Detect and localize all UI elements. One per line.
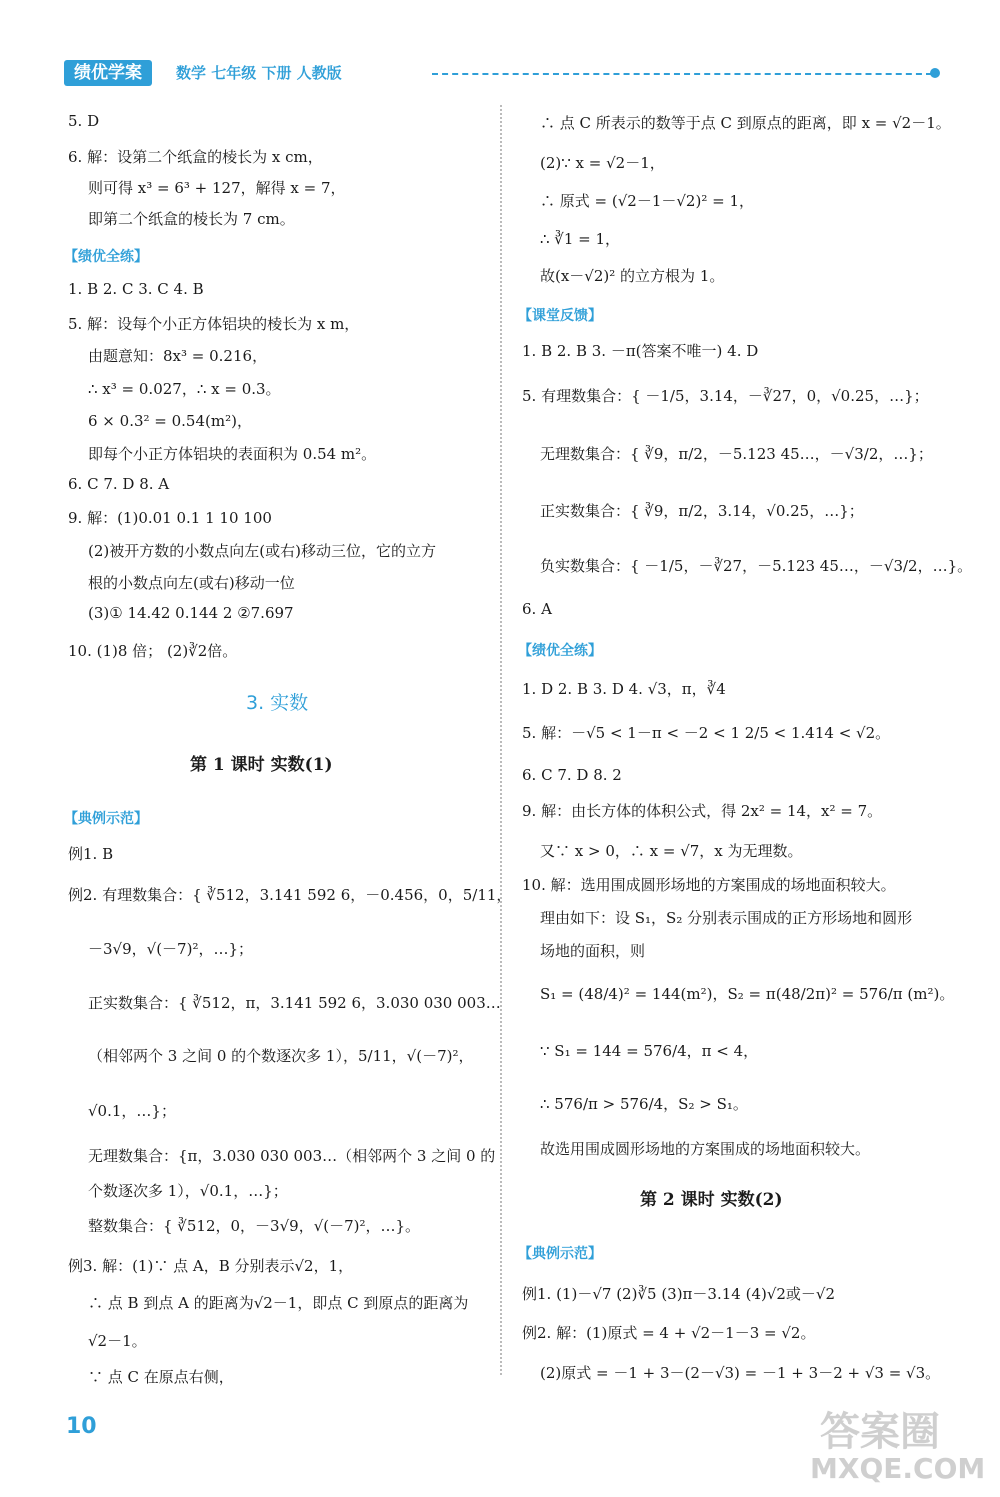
answer-line: 9. 解：(1)0.01 0.1 1 10 100 <box>68 509 272 527</box>
answer-line: 5. 解：设每个小正方体铝块的棱长为 x m， <box>68 315 360 333</box>
lesson-title: 第 1 课时 实数(1) <box>190 755 333 775</box>
answer-line: 场地的面积，则 <box>540 942 646 960</box>
lesson-title: 第 2 课时 实数(2) <box>640 1190 783 1210</box>
answer-line: 6. 解：设第二个纸盒的棱长为 x cm， <box>68 148 323 166</box>
header-dot <box>930 68 940 78</box>
header-dashed-rule <box>432 73 932 75</box>
answer-line: √2－1。 <box>88 1332 147 1350</box>
answer-line: 1. B 2. C 3. C 4. B <box>68 280 204 298</box>
answer-line: 根的小数点向左(或右)移动一位 <box>88 574 295 592</box>
answer-line: 1. B 2. B 3. －π(答案不唯一) 4. D <box>522 342 759 360</box>
answer-line: ∴ 原式 = (√2－1－√2)² = 1， <box>540 192 754 210</box>
answer-line: 即每个小正方体铝块的表面积为 0.54 m²。 <box>88 445 377 463</box>
answer-line: 则可得 x³ = 6³ + 127，解得 x = 7， <box>88 179 346 197</box>
answer-line: 故(x－√2)² 的立方根为 1。 <box>540 267 725 285</box>
section-tag-examples: 【典例示范】 <box>518 1246 602 1262</box>
section-title: 3. 实数 <box>246 692 309 714</box>
answer-line: 无理数集合：{π，3.030 030 003…（相邻两个 3 之间 0 的 <box>88 1147 496 1165</box>
answer-line: 5. 有理数集合：{ －1/5，3.14，－∛27，0，√0.25，…}； <box>522 387 929 405</box>
section-tag-examples: 【典例示范】 <box>64 811 148 827</box>
section-tag-practice: 【绩优全练】 <box>64 249 148 265</box>
answer-line: 例2. 解：(1)原式 = 4 + √2－1－3 = √2。 <box>522 1324 816 1342</box>
book-subtitle: 数学 七年级 下册 人教版 <box>176 64 342 82</box>
answer-line: ∵ S₁ = 144 = 576/4，π < 4， <box>540 1042 759 1060</box>
page-number: 10 <box>66 1414 97 1439</box>
answer-line: 6. A <box>522 600 552 618</box>
answer-line: (3)① 14.42 0.144 2 ②7.697 <box>88 604 294 622</box>
answer-line: －3√9，√(－7)²，…}； <box>88 940 254 958</box>
answer-line: 5. D <box>68 112 100 130</box>
answer-line: 例1. (1)－√7 (2)∛5 (3)π－3.14 (4)√2或－√2 <box>522 1285 836 1303</box>
answer-line: 负实数集合：{ －1/5，－∛27，－5.123 45…，－√3/2，…}。 <box>540 557 973 575</box>
brand-label: 绩优学案 <box>64 60 152 86</box>
answer-line: ∵ 点 C 在原点右侧， <box>88 1368 234 1386</box>
answer-line: 正实数集合：{ ∛9，π/2，3.14，√0.25，…}； <box>540 502 864 520</box>
answer-line: ∴ ∛1 = 1， <box>540 230 621 248</box>
watermark-text: 答案圈 <box>820 1409 940 1455</box>
answer-line: 5. 解：－√5 < 1－π < －2 < 1 2/5 < 1.414 < √2。 <box>522 724 891 742</box>
answer-line: 个数逐次多 1），√0.1，…}； <box>88 1182 288 1200</box>
answer-line: 理由如下：设 S₁，S₂ 分别表示围成的正方形场地和圆形 <box>540 909 913 927</box>
answer-line: 即第二个纸盒的棱长为 7 cm。 <box>88 210 295 228</box>
answer-line: (2)被开方数的小数点向左(或右)移动三位，它的立方 <box>88 542 436 560</box>
answer-line: ∴ x³ = 0.027，∴ x = 0.3。 <box>88 380 281 398</box>
watermark-site: MXQE.COM <box>810 1452 986 1485</box>
answer-line: √0.1，…}； <box>88 1102 176 1120</box>
answer-line: 例2. 有理数集合：{ ∛512，3.141 592 6，－0.456，0，5/11， <box>68 886 512 904</box>
answer-line: 9. 解：由长方体的体积公式，得 2x² = 14，x² = 7。 <box>522 802 883 820</box>
answer-line: ∴ 点 C 所表示的数等于点 C 到原点的距离，即 x = √2－1。 <box>540 114 951 132</box>
answer-line: 由题意知：8x³ = 0.216， <box>88 347 268 365</box>
answer-line: (2)∵ x = √2－1， <box>540 154 665 172</box>
section-tag-practice: 【绩优全练】 <box>518 643 602 659</box>
answer-line: ∴ 576/π > 576/4，S₂ > S₁。 <box>540 1095 748 1113</box>
answer-line: 6. C 7. D 8. 2 <box>522 766 622 784</box>
answer-line: 1. D 2. B 3. D 4. √3，π，∛4 <box>522 680 726 698</box>
watermark-logo <box>810 1400 990 1490</box>
answer-line: 6 × 0.3² = 0.54(m²)， <box>88 412 252 430</box>
answer-line: 正实数集合：{ ∛512，π，3.141 592 6，3.030 030 003… <box>88 994 501 1012</box>
answer-line: 6. C 7. D 8. A <box>68 475 170 493</box>
answer-line: 整数集合：{ ∛512，0，－3√9，√(－7)²，…}。 <box>88 1217 421 1235</box>
page-header <box>64 60 944 88</box>
section-tag-feedback: 【课堂反馈】 <box>518 308 602 324</box>
answer-line: 例3. 解：(1)∵ 点 A，B 分别表示√2，1， <box>68 1257 354 1275</box>
answer-line: S₁ = (48/4)² = 144(m²)，S₂ = π(48/2π)² = 576/π (m²)。 <box>540 985 955 1003</box>
answer-line: 例1. B <box>68 845 114 863</box>
answer-line: 10. 解：选用围成圆形场地的方案围成的场地面积较大。 <box>522 876 896 894</box>
answer-line: 10. (1)8 倍； (2)∛2倍。 <box>68 642 238 660</box>
answer-line: (2)原式 = －1 + 3－(2－√3) = －1 + 3－2 + √3 = √3。 <box>540 1364 941 1382</box>
answer-line: ∴ 点 B 到点 A 的距离为√2－1，即点 C 到原点的距离为 <box>88 1294 469 1312</box>
answer-line: 故选用围成圆形场地的方案围成的场地面积较大。 <box>540 1140 871 1158</box>
answer-line: 无理数集合：{ ∛9，π/2，－5.123 45…，－√3/2，…}； <box>540 445 933 463</box>
answer-line: 又∵ x > 0，∴ x = √7，x 为无理数。 <box>540 842 803 860</box>
answer-line: （相邻两个 3 之间 0 的个数逐次多 1），5/11，√(－7)²， <box>88 1047 474 1065</box>
column-divider <box>500 105 502 1375</box>
